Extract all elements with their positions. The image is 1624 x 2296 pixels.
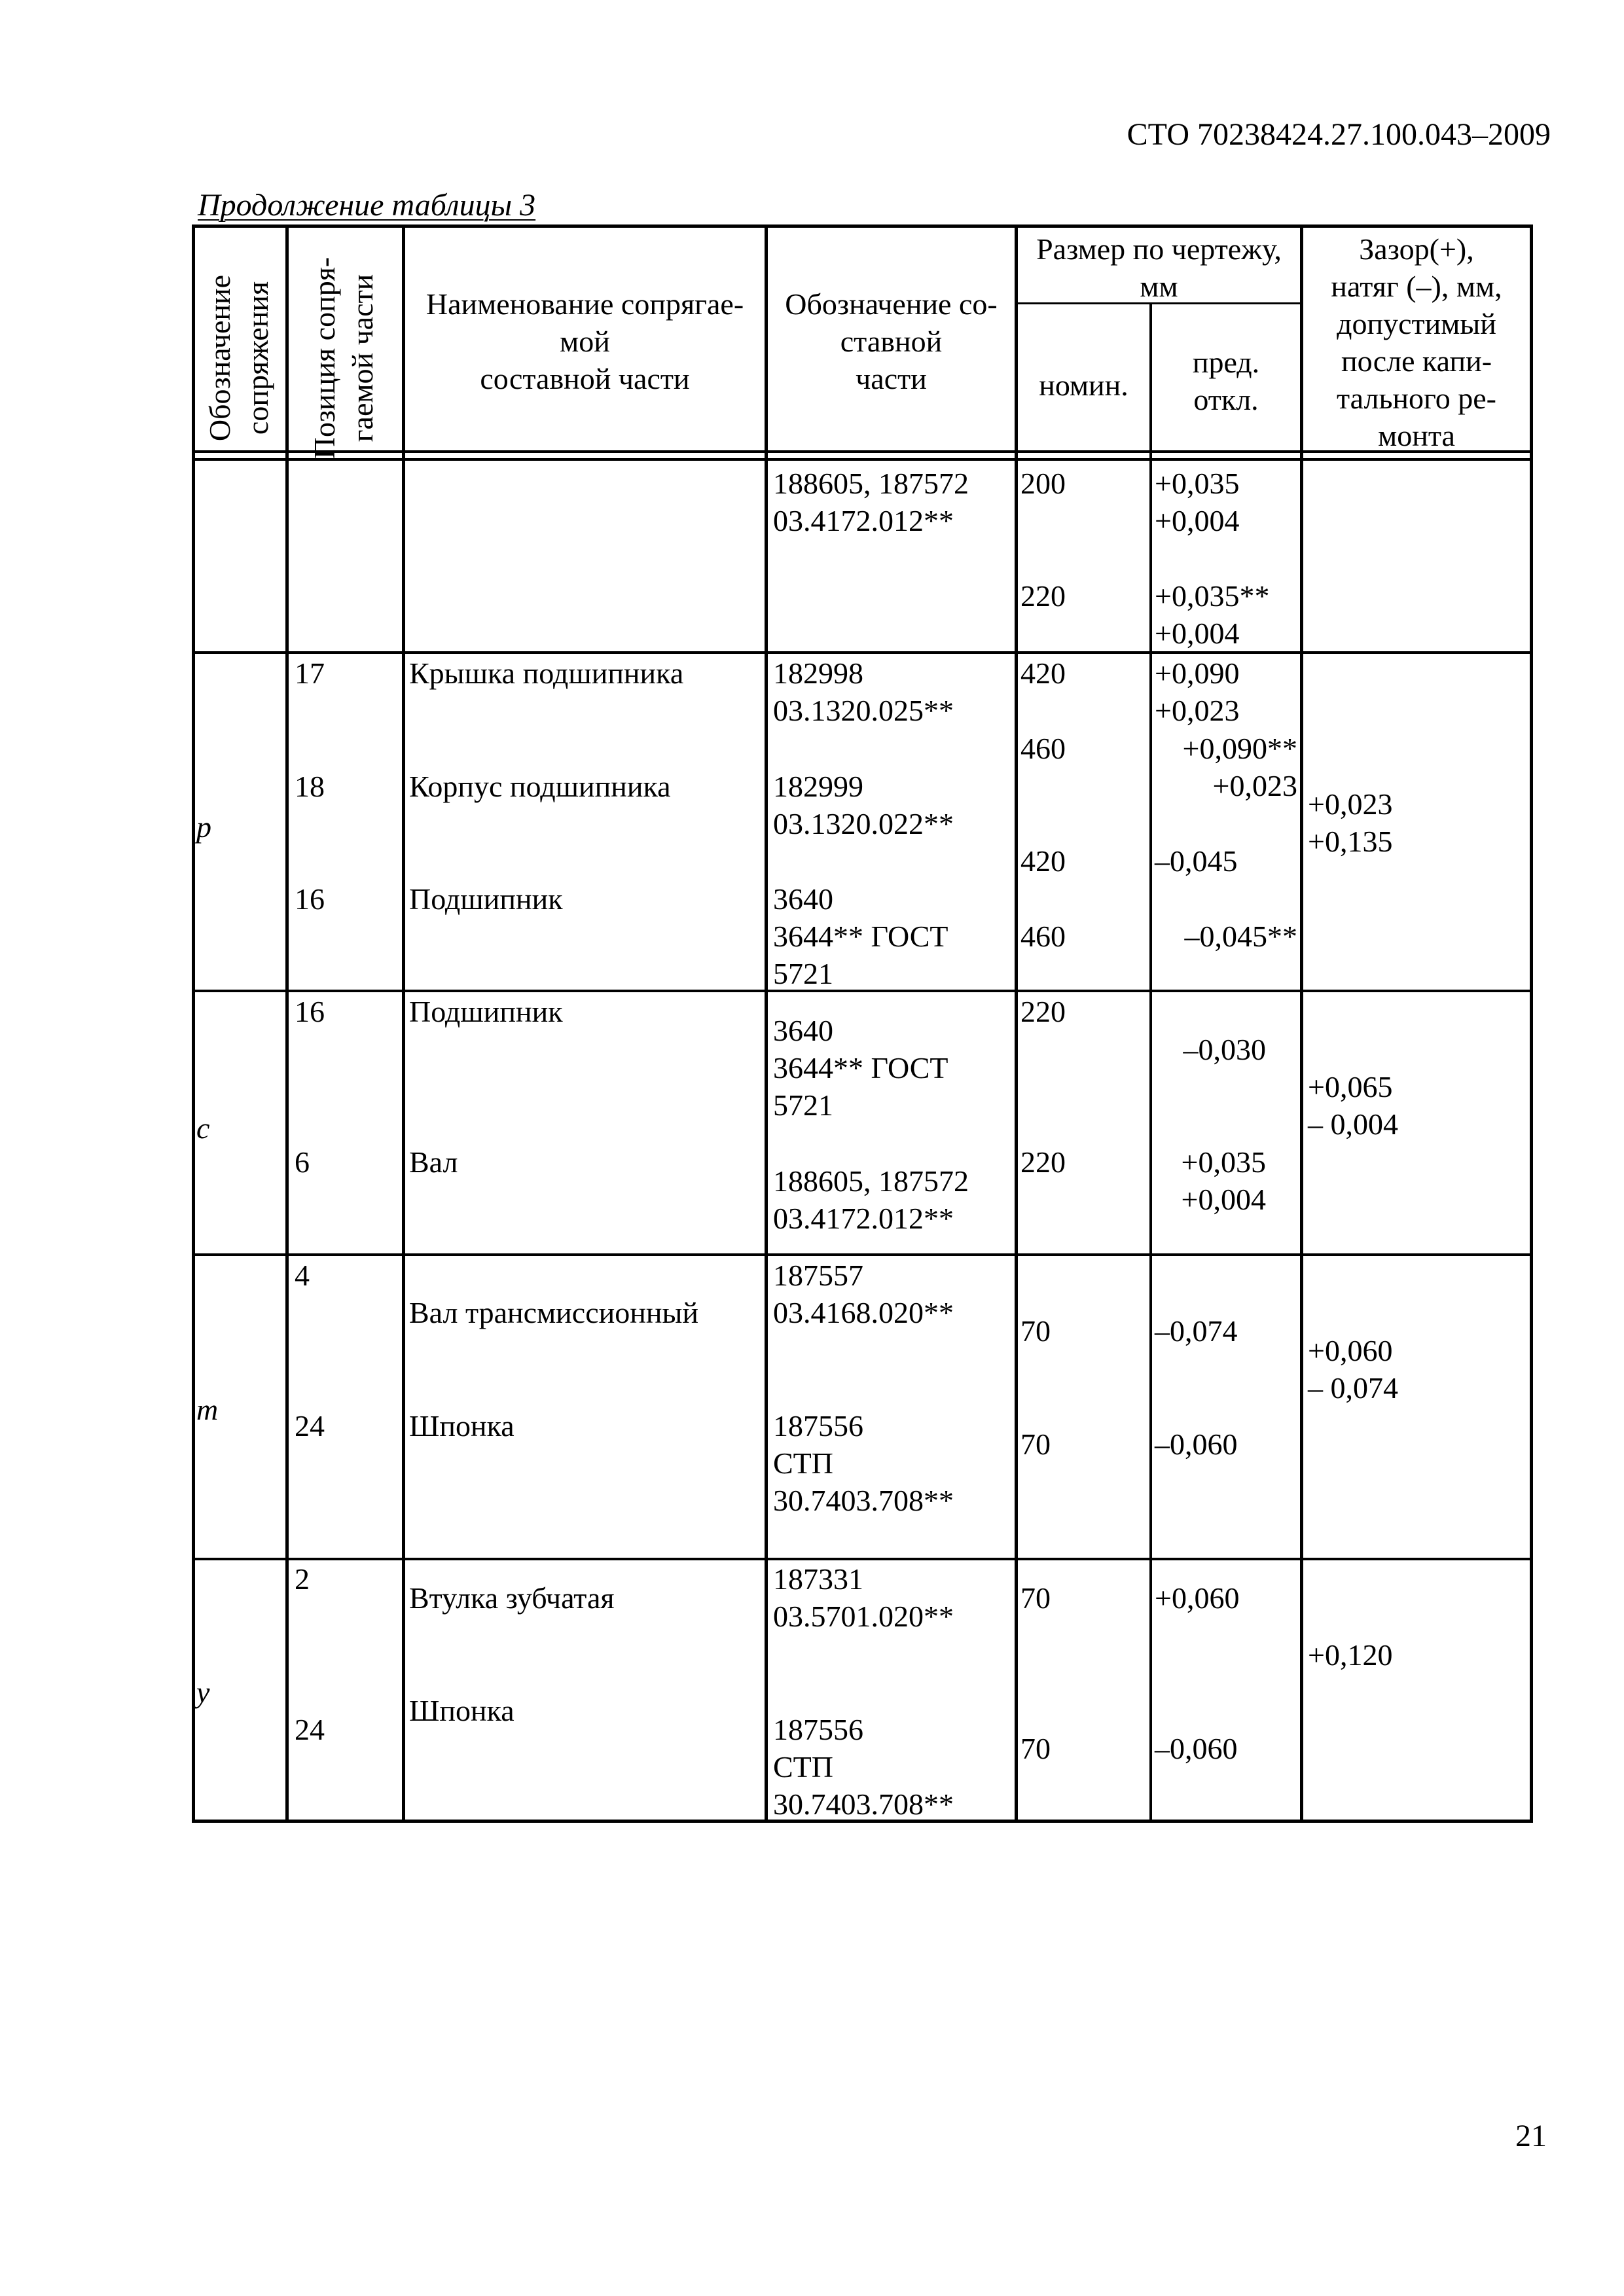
mating-part-position: 17: [295, 656, 325, 690]
component-designation: 182999 03.1320.022**: [773, 770, 954, 840]
col-border: [1300, 224, 1303, 1823]
nominal-size: 420: [1020, 844, 1066, 878]
mating-designation: у: [196, 1676, 210, 1709]
nominal-size: 220: [1020, 995, 1066, 1028]
component-designation: 187557 03.4168.020**: [773, 1259, 954, 1329]
col-border: [765, 224, 768, 1823]
mating-part-name: Втулка зубчатая: [409, 1581, 615, 1615]
table-caption: Продолжение таблицы 3: [198, 188, 536, 223]
mating-part-name: Подшипник: [409, 995, 563, 1028]
mating-part-name: Шпонка: [409, 1694, 514, 1727]
component-designation: 188605, 187572 03.4172.012**: [773, 1164, 969, 1235]
component-designation: 187556 СТП 30.7403.708**: [773, 1409, 954, 1517]
mating-part-position: 18: [295, 770, 325, 803]
mating-designation: с: [196, 1111, 210, 1145]
mating-part-name: Шпонка: [409, 1409, 514, 1443]
mating-part-name: Корпус подшипника: [409, 770, 671, 803]
col-border: [1530, 224, 1533, 1823]
nominal-size: 420: [1020, 656, 1066, 690]
limit-deviation: +0,090** +0,023: [1182, 732, 1297, 802]
limit-deviation: –0,060: [1155, 1427, 1238, 1461]
limit-deviation: –0,030: [1183, 1033, 1266, 1066]
mating-part-name: Вал трансмиссионный: [409, 1296, 699, 1329]
mating-part-name: Вал: [409, 1145, 458, 1179]
col-border: [285, 224, 289, 1823]
mating-designation: т: [196, 1393, 219, 1426]
nominal-size: 220: [1020, 579, 1066, 613]
header-nominal: номин.: [1039, 368, 1128, 402]
limit-deviation: +0,035 +0,004: [1181, 1145, 1266, 1216]
clearance-value: +0,060 – 0,074: [1308, 1334, 1398, 1405]
header-component-designation: Обозначение со- ставной части: [785, 287, 998, 395]
header-limit-deviation: пред. откл.: [1192, 346, 1260, 416]
header-clearance: Зазор(+), натяг (–), мм, допустимый после капи- тального ре- монта: [1331, 232, 1502, 452]
header-drawing-size: Размер по чертежу, мм: [1036, 232, 1282, 303]
page-number: 21: [1515, 2119, 1547, 2153]
limit-deviation: +0,035 +0,004: [1155, 467, 1240, 537]
component-designation: 187331 03.5701.020**: [773, 1562, 954, 1633]
limit-deviation: –0,045: [1155, 844, 1238, 878]
document-code: СТО 70238424.27.100.043–2009: [1127, 117, 1551, 152]
table-top-border: [192, 224, 1533, 228]
col-border: [1015, 224, 1018, 1823]
mating-part-position: 16: [295, 882, 325, 916]
row-separator: [192, 1253, 1533, 1256]
mating-part-position: 24: [295, 1409, 325, 1443]
nominal-size: 70: [1020, 1732, 1051, 1765]
nominal-size: 460: [1020, 732, 1066, 765]
limit-deviation: –0,045**: [1184, 920, 1297, 953]
component-designation: 3640 3644** ГОСТ 5721: [773, 882, 948, 990]
col-border: [1149, 302, 1152, 1823]
nominal-size: 70: [1020, 1314, 1051, 1348]
mating-part-position: 6: [295, 1145, 310, 1179]
limit-deviation: +0,090 +0,023: [1155, 656, 1240, 727]
nominal-size: 220: [1020, 1145, 1066, 1179]
header-mating-designation: Обозначение сопряжения: [203, 274, 274, 442]
mating-part-name: Подшипник: [409, 882, 563, 916]
nominal-size: 200: [1020, 467, 1066, 500]
mating-part-position: 24: [295, 1713, 325, 1746]
header-mating-part-name: Наименование сопрягае- мой составной части: [425, 287, 744, 395]
nominal-size: 70: [1020, 1581, 1051, 1615]
limit-deviation: –0,060: [1155, 1732, 1238, 1765]
mating-part-name: Крышка подшипника: [409, 656, 684, 690]
mating-part-position: 16: [295, 995, 325, 1028]
clearance-value: +0,120: [1308, 1638, 1393, 1672]
col-border: [402, 224, 405, 1823]
mating-part-position: 2: [295, 1562, 310, 1596]
component-designation: 188605, 187572 03.4172.012**: [773, 467, 969, 537]
header-bottom-line-2: [192, 458, 1533, 461]
clearance-value: +0,023 +0,135: [1308, 787, 1393, 858]
nominal-size: 70: [1020, 1427, 1051, 1461]
mating-designation: р: [196, 810, 211, 844]
component-designation: 182998 03.1320.025**: [773, 656, 954, 727]
clearance-value: +0,065 – 0,004: [1308, 1070, 1398, 1141]
col-border: [192, 224, 195, 1823]
component-designation: 3640 3644** ГОСТ 5721: [773, 1014, 948, 1122]
header-mating-part-position: Позиция сопря- гаемой части: [308, 257, 379, 459]
mating-part-position: 4: [295, 1259, 310, 1292]
component-designation: 187556 СТП 30.7403.708**: [773, 1713, 954, 1821]
row-separator: [192, 651, 1533, 654]
limit-deviation: –0,074: [1155, 1314, 1238, 1348]
limit-deviation: +0,060: [1155, 1581, 1240, 1615]
nominal-size: 460: [1020, 920, 1066, 953]
limit-deviation: +0,035** +0,004: [1155, 579, 1270, 650]
